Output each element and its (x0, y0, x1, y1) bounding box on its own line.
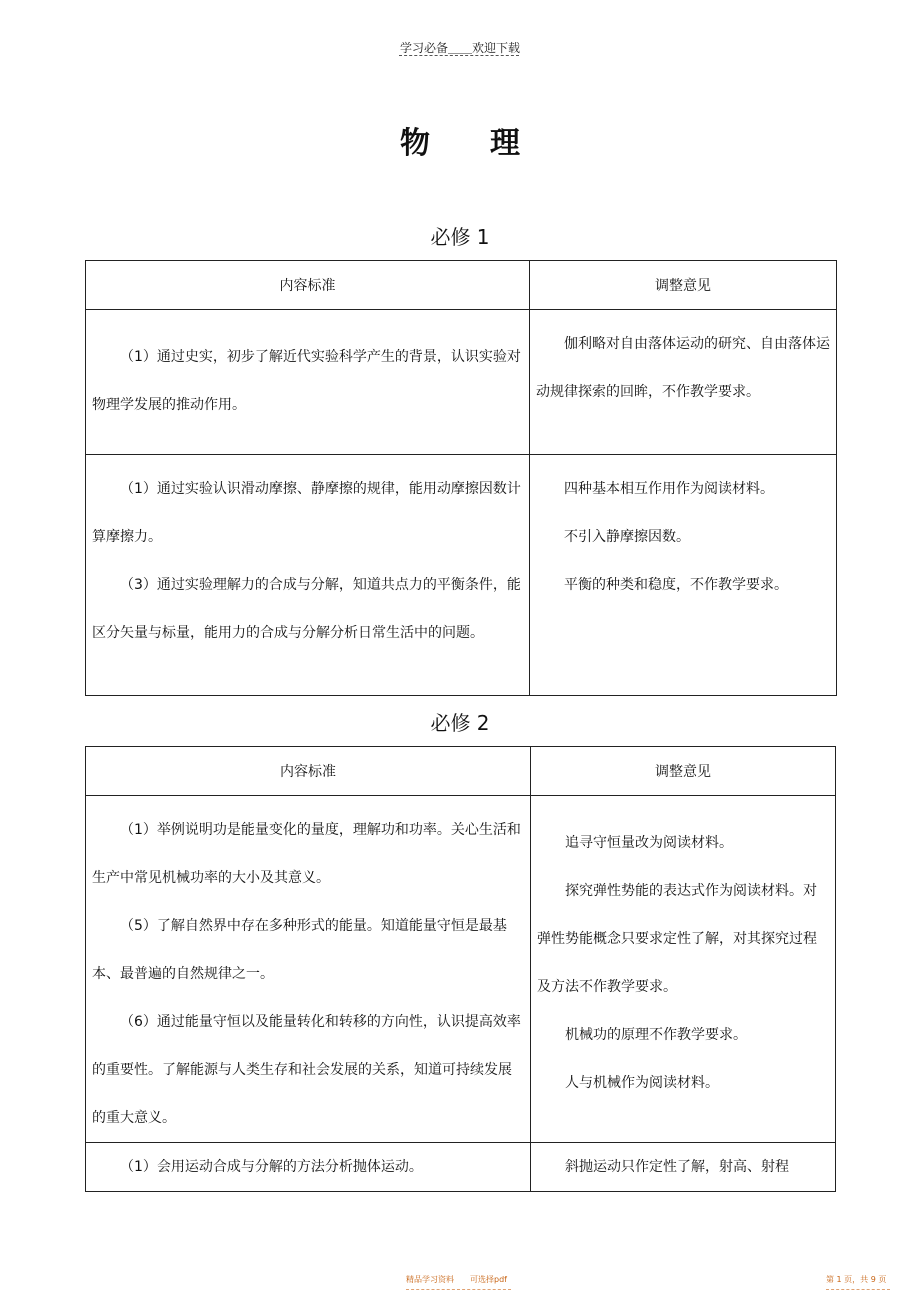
table-row (86, 796, 836, 1143)
adjustment-paragraph: 人与机械作为阅读材料。 (565, 1075, 719, 1091)
column-header-adjustment: 调整意见 (531, 747, 836, 796)
column-header-content: 内容标准 (86, 261, 530, 310)
column-header-content: 内容标准 (86, 747, 531, 796)
footer-watermark: 精品学习资料 可选择pdf (406, 1275, 507, 1284)
adjustment-paragraph: 不引入静摩擦因数。 (564, 529, 690, 545)
adjustment-cell (530, 455, 837, 696)
table-header-row (86, 261, 837, 310)
adjustment-cell (531, 796, 836, 1143)
standards-table-1 (85, 260, 837, 696)
section-title-2: 必修 2 (430, 711, 490, 735)
page-header: 学习必备＿＿欢迎下载 (399, 41, 520, 55)
table-row (86, 455, 837, 696)
adjustment-paragraph: 平衡的种类和稳度，不作教学要求。 (564, 577, 788, 593)
adjustment-paragraph: 斜抛运动只作定性了解，射高、射程 (565, 1159, 789, 1175)
standards-table-2 (85, 746, 836, 1192)
content-cell (86, 796, 531, 1143)
header-underline (399, 55, 519, 56)
content-paragraph: （1）会用运动合成与分解的方法分析抛体运动。 (120, 1159, 423, 1175)
adjustment-paragraph: 探究弹性势能的表达式作为阅读材料。对弹性势能概念只要求定性了解，对其探究过程及方法不作教学要求。 (537, 883, 817, 995)
adjustment-cell (530, 310, 837, 455)
footer-right-underline (826, 1289, 890, 1290)
table-row (86, 310, 837, 455)
adjustment-paragraph: 四种基本相互作用作为阅读材料。 (564, 481, 774, 497)
content-paragraph: （3）通过实验理解力的合成与分解，知道共点力的平衡条件，能区分矢量与标量，能用力的合成与分解分析日常生活中的问题。 (92, 577, 521, 641)
footer-left-underline (406, 1289, 511, 1290)
table-header-row (86, 747, 836, 796)
adjustment-paragraph: 机械功的原理不作教学要求。 (565, 1027, 747, 1043)
section-title-1: 必修 1 (430, 225, 490, 249)
adjustment-paragraph: 追寻守恒量改为阅读材料。 (565, 835, 733, 851)
content-cell (86, 1143, 531, 1192)
content-cell (86, 310, 530, 455)
content-paragraph: （1）通过实验认识滑动摩擦、静摩擦的规律，能用动摩擦因数计算摩擦力。 (92, 481, 521, 545)
column-header-adjustment: 调整意见 (530, 261, 837, 310)
content-paragraph: （6）通过能量守恒以及能量转化和转移的方向性，认识提高效率的重要性。了解能源与人类生存和社会发展的关系，知道可持续发展的重大意义。 (92, 1014, 521, 1126)
content-paragraph: （5）了解自然界中存在多种形式的能量。知道能量守恒是最基本、最普遍的自然规律之一。 (92, 918, 507, 982)
content-cell (86, 455, 530, 696)
page-number: 第 1 页，共 9 页 (826, 1275, 887, 1284)
content-paragraph: （1）举例说明功是能量变化的量度，理解功和功率。关心生活和生产中常见机械功率的大小及其意义。 (92, 822, 521, 886)
adjustment-cell (531, 1143, 836, 1192)
page-title: 物理 (400, 126, 580, 161)
adjustment-paragraph: 伽利略对自由落体运动的研究、自由落体运动规律探索的回眸，不作教学要求。 (536, 336, 830, 400)
content-paragraph: （1）通过史实，初步了解近代实验科学产生的背景，认识实验对物理学发展的推动作用。 (92, 349, 521, 413)
table-row (86, 1143, 836, 1192)
